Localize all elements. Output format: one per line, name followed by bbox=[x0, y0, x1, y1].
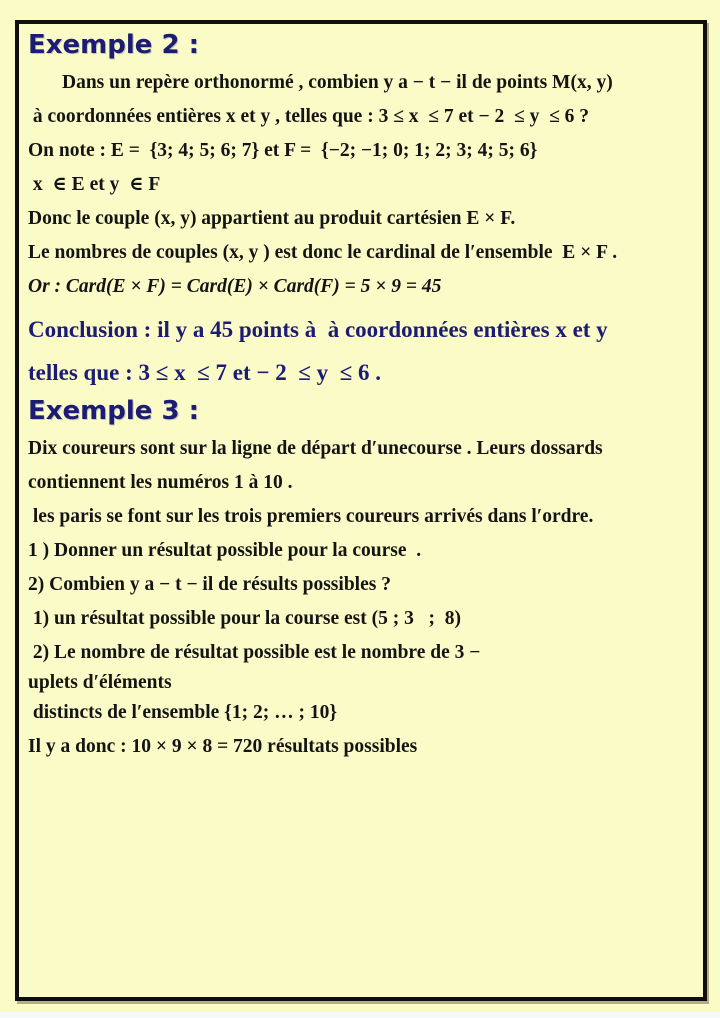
line-answer-2-part2: uplets d′éléments bbox=[28, 672, 172, 693]
line-question-1: 1 ) Donner un résultat possible pour la course . bbox=[28, 540, 422, 561]
line-question-part1: Dans un repère orthonormé , combien y a − t − il de points M(x, y) bbox=[62, 72, 613, 93]
line-answer-2-part1: 2) Le nombre de résultat possible est le nombre de 3 − bbox=[28, 642, 481, 663]
heading-exemple-2: Exemple 2 : bbox=[28, 30, 200, 60]
line-distincts: distincts de l′ensemble {1; 2; … ; 10} bbox=[28, 702, 338, 723]
line-conclusion-part2: telles que : 3 ≤ x ≤ 7 et − 2 ≤ y ≤ 6 . bbox=[28, 360, 381, 385]
line-cardinal: Le nombres de couples (x, y ) est donc le cardinal de l′ensemble E × F . bbox=[28, 242, 618, 263]
line-membership: x ∈ E et y ∈ F bbox=[28, 174, 161, 195]
line-on-note-sets: On note : E = {3; 4; 5; 6; 7} et F = {−2; −1; 0; 1; 2; 3; 4; 5; 6} bbox=[28, 140, 538, 161]
content-frame bbox=[15, 20, 707, 1001]
line-couple-cartesien: Donc le couple (x, y) appartient au produit cartésien E × F. bbox=[28, 208, 516, 229]
line-paris: les paris se font sur les trois premiers coureurs arrivés dans l′ordre. bbox=[28, 506, 594, 527]
line-question-part2: à coordonnées entières x et y , telles que : 3 ≤ x ≤ 7 et − 2 ≤ y ≤ 6 ? bbox=[28, 106, 590, 127]
line-card-formula: Or : Card(E × F) = Card(E) × Card(F) = 5 × 9 = 45 bbox=[28, 276, 442, 297]
line-coureurs-part2: contiennent les numéros 1 à 10 . bbox=[28, 472, 293, 493]
line-conclusion-part1: Conclusion : il y a 45 points à à coordonnées entières x et y bbox=[28, 317, 608, 342]
line-total-results: Il y a donc : 10 × 9 × 8 = 720 résultats possibles bbox=[28, 736, 418, 757]
heading-exemple-3: Exemple 3 : bbox=[28, 396, 200, 426]
line-answer-1: 1) un résultat possible pour la course est (5 ; 3 ; 8) bbox=[28, 608, 461, 629]
line-question-2: 2) Combien y a − t − il de résults possibles ? bbox=[28, 574, 391, 595]
bottom-edge-strip bbox=[0, 1012, 720, 1018]
line-coureurs-part1: Dix coureurs sont sur la ligne de départ d′unecourse . Leurs dossards bbox=[28, 438, 603, 459]
